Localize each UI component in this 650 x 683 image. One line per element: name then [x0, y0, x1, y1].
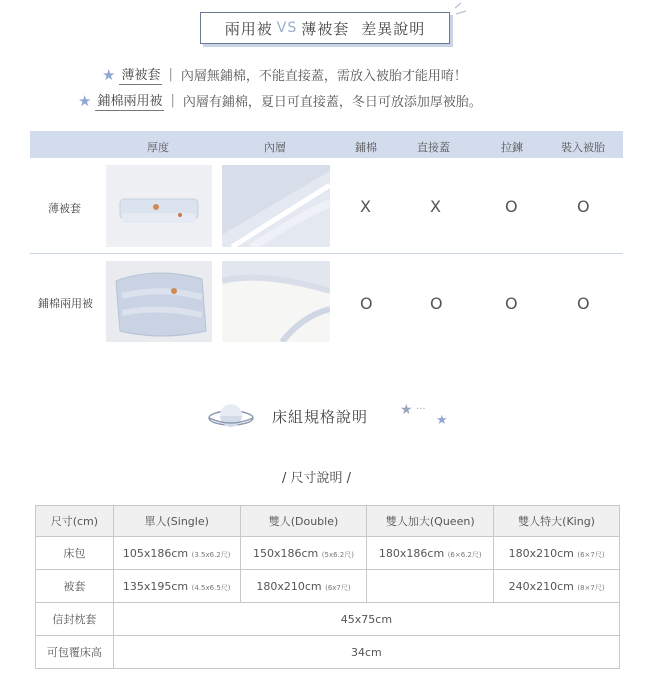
- comparison-header: [30, 131, 623, 158]
- star-icon: ★: [78, 91, 92, 110]
- mark-quilted-padding: O: [360, 294, 373, 313]
- mark-quilted-insert: O: [577, 294, 590, 313]
- header-inner: 內層: [264, 141, 286, 154]
- size-subtitle: / 尺寸說明 /: [282, 471, 352, 486]
- table-cell: 45x75cm: [113, 603, 619, 636]
- svg-text:···: ···: [416, 404, 426, 415]
- header-single: 單人(Single): [113, 506, 240, 537]
- header-king: 雙人特大(King): [494, 506, 620, 537]
- quilted-inner-photo: [222, 261, 330, 342]
- table-cell: 180x210cm (6x7尺): [240, 570, 367, 603]
- table-cell: 150x186cm (5x6.2尺): [240, 537, 367, 570]
- table-cell: 180x186cm (6×6.2尺): [367, 537, 494, 570]
- header-double: 雙人(Double): [240, 506, 367, 537]
- row-divider: [30, 253, 623, 254]
- title-right: 薄被套: [301, 19, 350, 38]
- table-row: [36, 603, 620, 636]
- thin-cover-inner-photo: [222, 165, 330, 247]
- header-insert: 裝入被胎: [561, 141, 605, 154]
- mark-thin-padding: X: [360, 197, 371, 216]
- table-cell: 180x210cm (6×7尺): [494, 537, 620, 570]
- mark-thin-direct: X: [430, 197, 441, 216]
- size-table-header: [36, 506, 620, 537]
- table-row: [36, 636, 620, 669]
- legend-name: 鋪棉兩用被: [95, 90, 164, 111]
- svg-text:★: ★: [436, 413, 448, 428]
- title-left: 兩用被: [224, 19, 273, 38]
- title-suffix: 差異說明: [361, 19, 426, 38]
- header-size: 尺寸(cm): [36, 506, 114, 537]
- header-thickness: 厚度: [147, 141, 169, 154]
- legend-text: 內層有鋪棉，夏日可直接蓋，冬日可放添加厚被胎。: [182, 95, 482, 110]
- row-label: 可包覆床高: [36, 636, 114, 669]
- table-cell: 105x186cm (3.5x6.2尺): [113, 537, 240, 570]
- table-cell: 34cm: [113, 636, 619, 669]
- row-label: 被套: [36, 570, 114, 603]
- header-queen: 雙人加大(Queen): [367, 506, 494, 537]
- table-cell: 240x210cm (8×7尺): [494, 570, 620, 603]
- title-box: [200, 12, 450, 44]
- mark-thin-zipper: O: [505, 197, 518, 216]
- section-title: 床組規格說明: [272, 408, 369, 426]
- mark-quilted-direct: O: [430, 294, 443, 313]
- star-icon: ★: [102, 65, 116, 84]
- quilted-thickness-photo: [106, 261, 212, 342]
- planet-icon: [208, 402, 254, 434]
- header-padding: 鋪棉: [355, 141, 377, 154]
- header-zipper: 拉鍊: [501, 141, 523, 154]
- row-label-thin: 薄被套: [48, 202, 81, 215]
- table-cell: [367, 570, 494, 603]
- legend-name: 薄被套: [119, 64, 162, 85]
- row-label: 床包: [36, 537, 114, 570]
- sparkle-lines-icon: [452, 2, 472, 22]
- row-label: 信封枕套: [36, 603, 114, 636]
- header-direct-use: 直接蓋: [417, 141, 450, 154]
- star-trail-icon: [398, 400, 454, 428]
- legend-item-quilted: ★ 鋪棉兩用被 | 內層有鋪棉，夏日可直接蓋，冬日可放添加厚被胎。: [78, 91, 482, 110]
- table-row: [36, 570, 620, 603]
- legend-item-thin: ★ 薄被套 | 內層無鋪棉，不能直接蓋，需放入被胎才能用唷！: [102, 65, 467, 84]
- thin-cover-thickness-photo: [106, 165, 212, 247]
- mark-quilted-zipper: O: [505, 294, 518, 313]
- size-table: [35, 505, 620, 669]
- mark-thin-insert: O: [577, 197, 590, 216]
- table-row: [36, 537, 620, 570]
- table-cell: 135x195cm (4.5x6.5尺): [113, 570, 240, 603]
- title-vs: VS: [276, 20, 298, 36]
- row-label-quilted: 鋪棉兩用被: [38, 297, 93, 310]
- legend-text: 內層無鋪棉，不能直接蓋，需放入被胎才能用唷！: [180, 69, 467, 84]
- svg-text:★: ★: [400, 402, 413, 418]
